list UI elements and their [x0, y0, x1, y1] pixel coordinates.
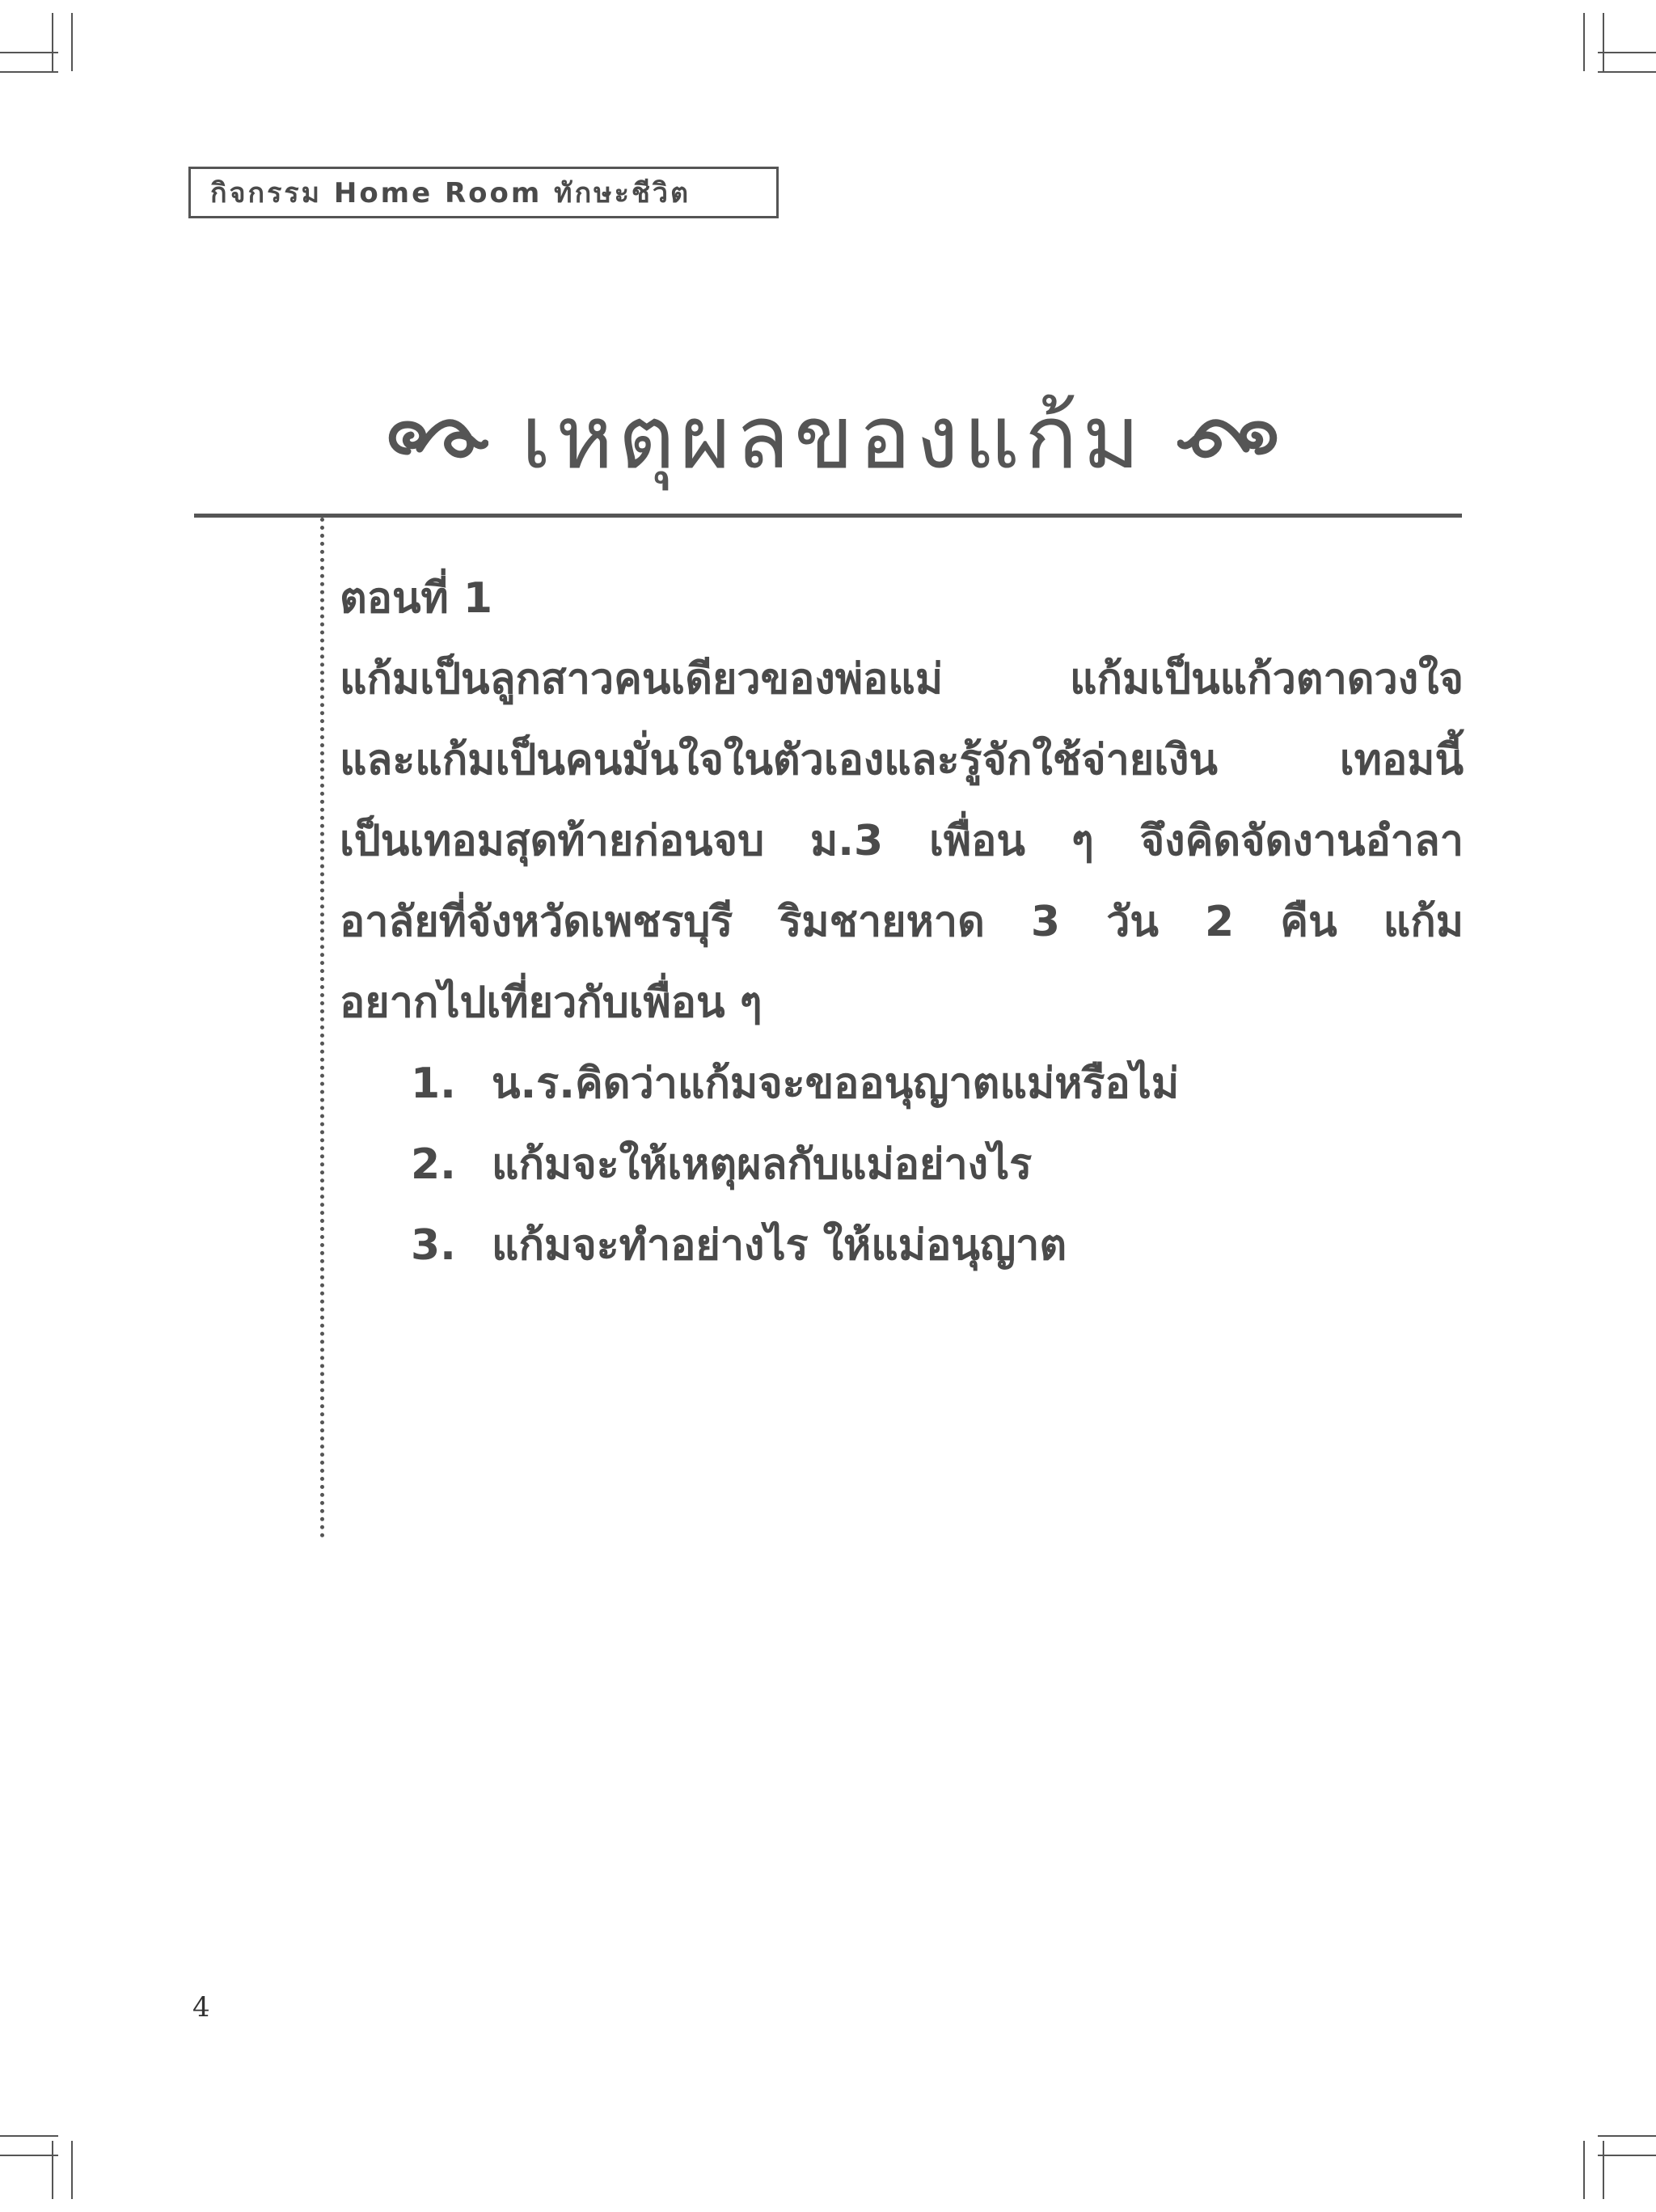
section-label: ตอนที่ 1 — [340, 574, 493, 623]
paragraph-line: และแก้มเป็นคนมั่นใจในตัวเองและรู้จักใช้จ่ายเงิน เทอมนี้ — [340, 736, 1464, 785]
question-item — [340, 1205, 1464, 1286]
swirl-ornament-right-icon — [1177, 404, 1282, 469]
question-list — [340, 1043, 1464, 1286]
crop-mark — [1583, 13, 1585, 71]
question-text: แก้มจะให้เหตุผลกับแม่อย่างไร — [492, 1140, 1033, 1189]
story-content — [340, 558, 1464, 1286]
question-item — [340, 1124, 1464, 1205]
title-underline — [194, 514, 1462, 518]
question-item — [340, 1043, 1464, 1124]
crop-mark — [1598, 71, 1656, 73]
crop-mark — [71, 13, 73, 71]
dotted-margin-line — [320, 518, 324, 1538]
page-title: เหตุผลของแก้ม — [521, 387, 1145, 489]
question-number: 3. — [411, 1221, 456, 1270]
paragraph-line: อาลัยที่จังหวัดเพชรบุรี ริมชายหาด 3 วัน 2 คืน แก้ม — [340, 898, 1464, 946]
crop-mark — [1603, 2141, 1604, 2199]
question-number: 1. — [411, 1059, 456, 1108]
crop-mark — [52, 13, 53, 71]
crop-mark — [1598, 2135, 1656, 2137]
crop-mark — [71, 2141, 73, 2199]
question-text: น.ร.คิดว่าแก้มจะขออนุญาตแม่หรือไม่ — [492, 1059, 1180, 1108]
crop-mark — [0, 2155, 58, 2156]
crop-mark — [1603, 13, 1604, 71]
crop-mark — [0, 2135, 58, 2137]
page-title-row — [307, 380, 1358, 493]
crop-mark — [1598, 2155, 1656, 2156]
paragraph-line: แก้มเป็นลูกสาวคนเดียวของพ่อแม่ แก้มเป็นแก้วตาดวงใจ — [340, 655, 1464, 704]
crop-mark — [0, 71, 58, 73]
crop-mark — [1598, 52, 1656, 53]
question-number: 2. — [411, 1140, 456, 1189]
paragraph-line: เป็นเทอมสุดท้ายก่อนจบ ม.3 เพื่อน ๆ จึงคิดจัดงานอำลา — [340, 817, 1464, 865]
running-header: กิจกรรม Home Room ทักษะชีวิต — [188, 167, 779, 218]
crop-mark — [1583, 2141, 1585, 2199]
page-number: 4 — [192, 1991, 210, 2024]
question-text: แก้มจะทำอย่างไร ให้แม่อนุญาต — [492, 1221, 1067, 1270]
paragraph-line: อยากไปเที่ยวกับเพื่อน ๆ — [340, 979, 763, 1027]
crop-mark — [52, 2141, 53, 2199]
swirl-ornament-left-icon — [383, 404, 488, 469]
crop-mark — [0, 52, 58, 53]
